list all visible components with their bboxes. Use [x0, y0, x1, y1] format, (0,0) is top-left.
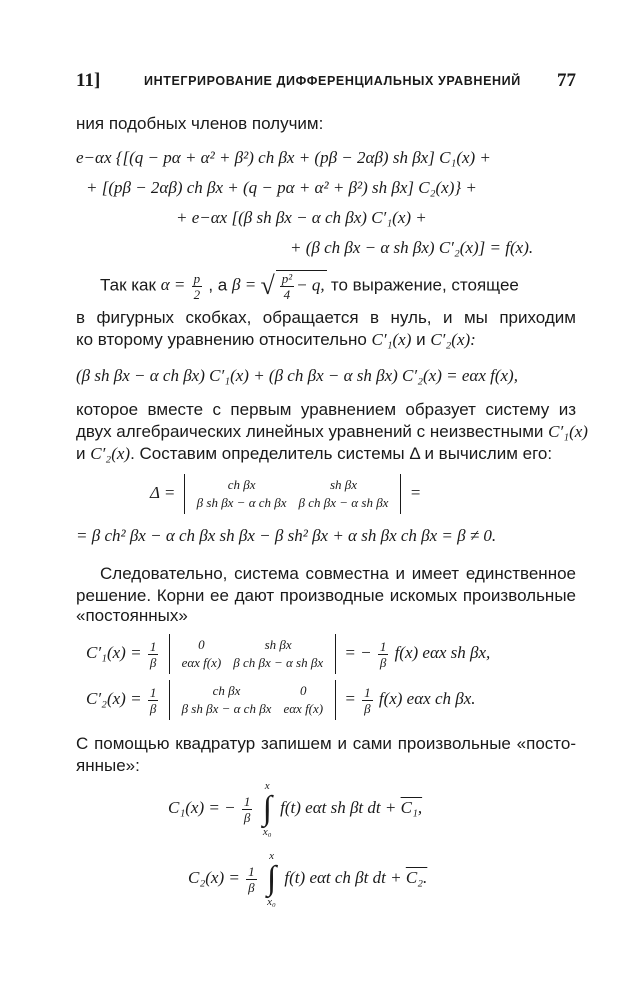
denominator: β — [248, 879, 255, 895]
fraction — [192, 271, 203, 302]
det-rhs: = — [409, 482, 422, 502]
det-cell: 0 — [198, 637, 205, 652]
denominator: β — [149, 700, 157, 716]
det-cell: eαx f(x) — [283, 701, 324, 716]
c1-lhs: C₁(x) = − — [168, 797, 236, 817]
det-cell: β sh βx − α ch βx — [181, 701, 272, 716]
det-cell: β sh βx − α ch βx — [196, 495, 287, 510]
beta-lhs: β = — [231, 275, 257, 295]
equation-line: = β ch² βx − α ch βx sh βx − β sh² βx + α sh βx ch βx = β ≠ 0. — [76, 526, 497, 545]
equation-line: (β sh βx − α ch βx) C′₁(x) + (β ch βx − α sh βx) C′₂(x) = eαx f(x), — [76, 366, 518, 385]
fraction — [148, 639, 159, 670]
det-cell: eαx f(x) — [181, 655, 222, 670]
derivative-c1-equation — [86, 634, 490, 674]
numerator: 1 — [364, 684, 371, 700]
c1p-mid: = − — [344, 642, 372, 662]
determinant-equation — [150, 474, 421, 514]
fraction — [246, 864, 257, 895]
text-line: решение. Корни ее дают производные искомых произвольные — [76, 586, 576, 605]
denominator: β — [149, 654, 157, 670]
denominator: β — [364, 700, 371, 716]
fraction — [378, 639, 389, 670]
integral — [263, 780, 272, 838]
section-number: 11] — [76, 70, 101, 91]
inline-formula: C′₂(x) — [90, 444, 131, 463]
radicand — [276, 270, 327, 302]
derivative-c2-equation — [86, 680, 476, 720]
upper-limit: x — [264, 780, 270, 792]
text-fragment: , a — [208, 275, 228, 295]
lower-limit: x₀ — [267, 896, 276, 908]
numerator: 1 — [149, 684, 157, 700]
integral-sign-icon: ∫ — [266, 860, 277, 897]
fraction — [280, 271, 294, 302]
determinant — [169, 634, 337, 674]
denominator: β — [243, 809, 251, 825]
sqrt-icon: √ — [260, 271, 275, 301]
text-line-with-formulas — [76, 422, 588, 442]
text-line: ния подобных членов получим: — [76, 114, 324, 133]
text-fragment: ко второму уравнению относительно — [76, 330, 367, 349]
det-cell: β ch βx − α sh βx — [298, 495, 389, 510]
fraction — [148, 685, 159, 716]
denominator: β — [379, 654, 387, 670]
text-line-with-formulas — [76, 330, 476, 350]
det-cell: ch βx — [227, 477, 256, 492]
integral-c1-equation — [168, 780, 422, 838]
integral-sign-icon: ∫ — [262, 790, 272, 827]
equation-line: e−αx {[(q − pα + α² + β²) ch βx + (pβ − 2αβ) sh βx] C₁(x) + — [76, 148, 491, 167]
c2p-mid: = — [344, 688, 356, 708]
text-line-with-formulas — [76, 444, 552, 464]
equation-line: + (β ch βx − α sh βx) C′₂(x)] = f(x). — [290, 238, 534, 257]
numerator: 1 — [379, 638, 387, 654]
lower-limit: x₀ — [262, 826, 272, 838]
fraction — [362, 685, 373, 716]
c2-lhs: C₂(x) = — [188, 867, 240, 887]
integral-c2-equation — [188, 850, 427, 908]
det-cell: 0 — [300, 683, 307, 698]
c2-integrand: f(t) eαt ch βt dt + — [284, 867, 402, 887]
c1p-lhs: C′₁(x) = — [86, 642, 142, 662]
text-fragment: двух алгебраических линейных уравнений с неизвестными — [76, 422, 544, 441]
denominator: 2 — [193, 287, 201, 302]
text-fragment: то выражение, стоящее — [330, 275, 519, 295]
numerator: p² — [281, 271, 293, 286]
det-cell: sh βx — [329, 477, 358, 492]
text-line-with-formulas — [100, 270, 519, 302]
inline-formula: C′₁(x) — [371, 330, 412, 349]
c2p-tail: f(x) eαx ch βx. — [378, 688, 476, 708]
beta-tail: − q, — [296, 275, 325, 295]
numerator: 1 — [248, 863, 255, 879]
text-line: «постоянных» — [76, 606, 188, 625]
alpha-definition — [160, 271, 209, 302]
text-line: янные»: — [76, 756, 140, 775]
c1p-tail: f(x) eαx sh βx, — [394, 642, 491, 662]
numerator: p — [193, 271, 201, 286]
numerator: 1 — [149, 638, 157, 654]
c1-integrand: f(t) eαt sh βt dt + — [280, 797, 397, 817]
text-fragment: и — [416, 330, 426, 349]
page-number: 77 — [557, 70, 576, 91]
det-cell: ch βx — [212, 683, 241, 698]
text-line: Следовательно, система совместна и имеет единственное — [100, 564, 576, 583]
running-head — [76, 70, 576, 94]
determinant — [169, 680, 337, 720]
numerator: 1 — [243, 793, 251, 809]
text-line: С помощью квадратур запишем и сами произвольные «посто- — [76, 734, 576, 753]
text-fragment: . Составим определитель системы Δ и вычислим его: — [130, 444, 553, 463]
alpha-lhs: α = — [160, 275, 186, 295]
c2-constant: C₂. — [405, 867, 428, 887]
det-lhs: Δ = — [150, 482, 176, 502]
equation-line: + e−αx [(β sh βx − α ch βx) C′₁(x) + — [176, 208, 427, 227]
det-cell: sh βx — [264, 637, 292, 652]
text-fragment: и — [76, 444, 86, 463]
c1-constant: C₁, — [400, 797, 423, 817]
determinant — [184, 474, 402, 514]
denominator: 4 — [283, 287, 291, 302]
upper-limit: x — [269, 850, 274, 862]
c2p-lhs: C′₂(x) = — [86, 688, 142, 708]
integral — [267, 850, 276, 908]
inline-formula: C′₁(x) — [548, 422, 588, 441]
chapter-title: ИНТЕГРИРОВАНИЕ ДИФФЕРЕНЦИАЛЬНЫХ УРАВНЕНИЙ — [144, 74, 521, 88]
beta-definition — [231, 271, 331, 302]
text-line: которое вместе с первым уравнением образует систему из — [76, 400, 576, 419]
text-fragment: Так как — [100, 275, 156, 295]
fraction — [242, 794, 253, 825]
equation-line: + [(pβ − 2αβ) ch βx + (q − pα + α² + β²) sh βx] C₂(x)} + — [86, 178, 477, 197]
text-line: в фигурных скобках, обращается в нуль, и мы приходим — [76, 308, 576, 327]
inline-formula: C′₂(x): — [430, 330, 476, 349]
det-cell: β ch βx − α sh βx — [233, 655, 324, 670]
